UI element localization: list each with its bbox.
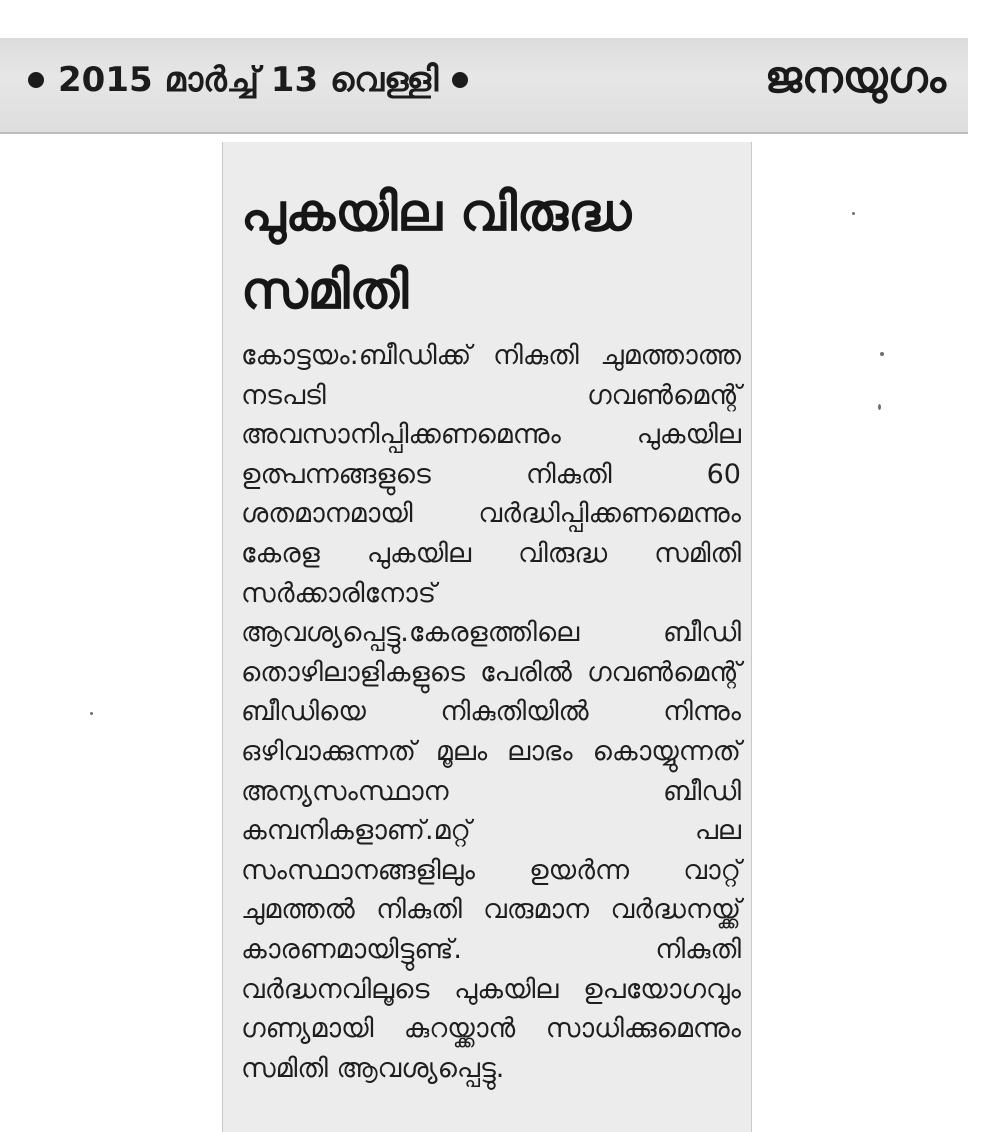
headline <box>241 174 751 330</box>
paper-speck <box>90 712 93 715</box>
headline-line-1: പുകയില വിരുദ്ധ <box>241 182 632 243</box>
article-body: കോട്ടയം:ബീഡിക്ക് നികുതി ചുമത്താത്ത നടപടി ഗവൺമെന്റ് അവസാനിപ്പിക്കണമെന്നും പുകയില ഉത്പന്നങ്ങളുടെ നികുതി 60 ശതമാനമായി വർദ്ധിപ്പിക്കണമെന്നും കേരള പുകയില വിരുദ്ധ സമിതി സർക്കാരിനോട് ആവശ്യപ്പെട്ടു.കേരളത്തിലെ ബീഡി തൊഴിലാളികളുടെ പേരിൽ ഗവൺമെന്റ് ബീഡിയെ നികുതിയിൽ നിന്നും ഒഴിവാക്കുന്നത് മൂലം ലാഭം കൊയ്യുന്നത് അന്യസംസ്ഥാന ബീഡി കമ്പനികളാണ്.മറ്റ് പല സംസ്ഥാനങ്ങളിലും ഉയർന്ന വാറ്റ് ചുമത്തൽ നികുതി വരുമാന വർദ്ധനയ്ക്ക് കാരണമായിട്ടുണ്ട്. നികുതി വർദ്ധനവിലൂടെ പുകയില ഉപയോഗവും ഗണ്യമായി കുറയ്ക്കാൻ സാധിക്കുമെന്നും സമിതി ആവശ്യപ്പെട്ടു. <box>241 340 741 1084</box>
header-strip <box>0 38 968 134</box>
paper-speck <box>852 212 855 215</box>
article-clipping <box>222 142 752 1132</box>
newspaper-name: ജനയുഗം <box>764 52 946 103</box>
bullet-left-icon <box>28 72 44 88</box>
paper-speck <box>880 352 884 356</box>
headline-line-2: സമിതി <box>241 260 409 321</box>
paper-speck <box>878 404 881 410</box>
dateline <box>14 60 482 100</box>
bullet-right-icon <box>452 72 468 88</box>
dateline-text: 2015 മാർച്ച് 13 വെള്ളി <box>58 60 439 100</box>
